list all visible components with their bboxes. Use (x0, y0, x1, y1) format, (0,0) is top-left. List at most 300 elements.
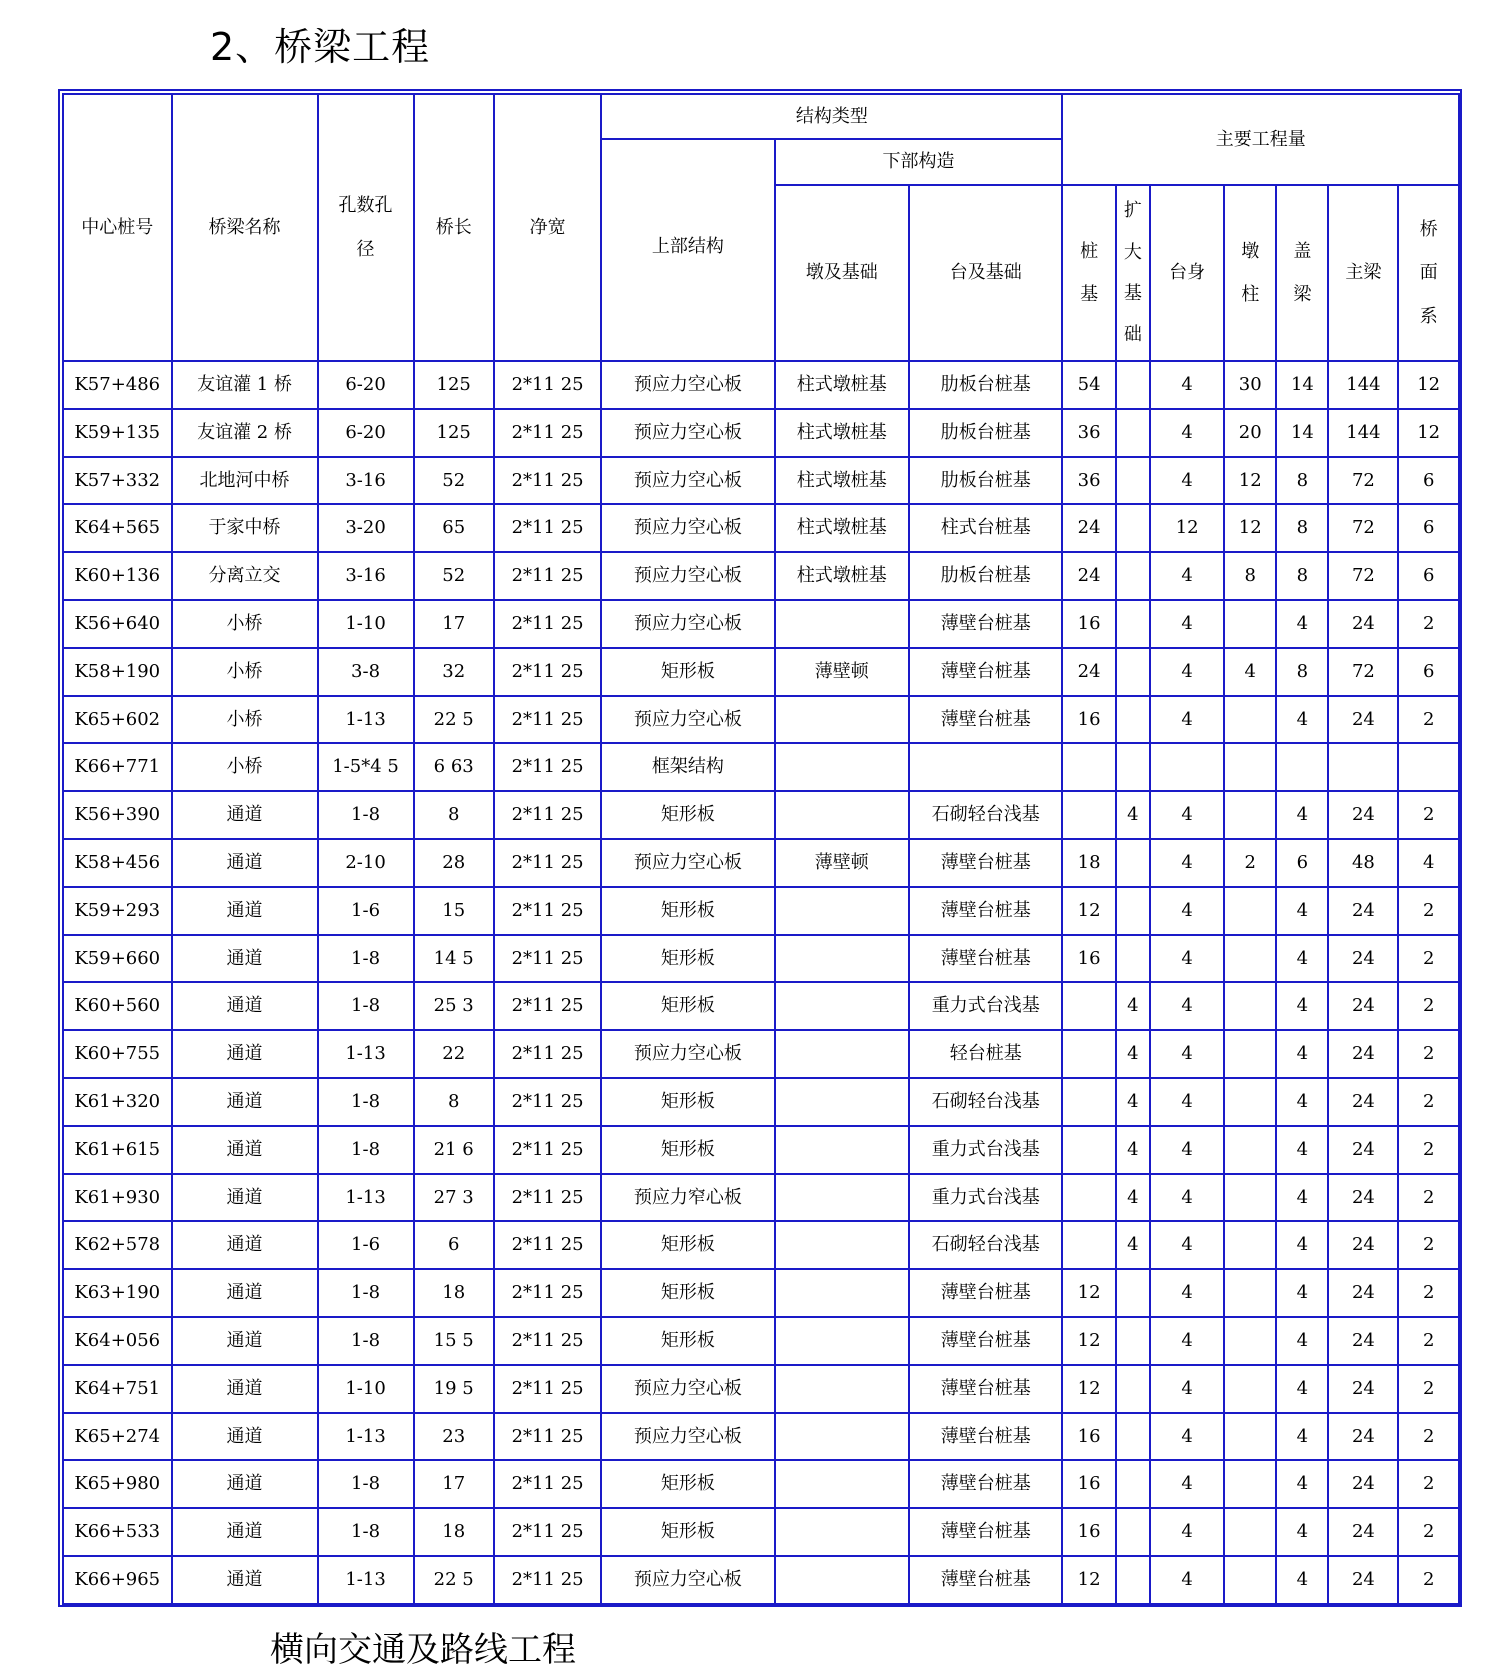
cell-pile: 36 (1062, 457, 1115, 505)
cell-center-stake: K61+615 (63, 1126, 172, 1174)
cell-center-stake: K59+293 (63, 887, 172, 935)
cell-deck-system: 2 (1398, 1460, 1459, 1508)
cell-superstructure: 预应力空心板 (601, 600, 774, 648)
cell-abutment-foundation: 薄壁台桩基 (909, 648, 1062, 696)
cell-abutment-body: 4 (1150, 552, 1224, 600)
cell-bridge-name: 通道 (172, 1221, 318, 1269)
cell-spans: 6-20 (318, 361, 414, 409)
cell-superstructure: 矩形板 (601, 1460, 774, 1508)
cell-spans: 1-6 (318, 1221, 414, 1269)
cell-deck-system: 2 (1398, 1269, 1459, 1317)
table-row (63, 1269, 1459, 1317)
header-deck-system: 桥面系 (1398, 185, 1459, 361)
cell-abutment-body: 4 (1150, 1174, 1224, 1222)
cell-abutment-body: 4 (1150, 1365, 1224, 1413)
cell-abutment-foundation: 石砌轻台浅基 (909, 1078, 1062, 1126)
cell-pier-column (1224, 1126, 1276, 1174)
cell-spread-foundation (1116, 648, 1150, 696)
cell-superstructure: 矩形板 (601, 1269, 774, 1317)
cell-net-width: 2*11 25 (494, 409, 601, 457)
cell-spans: 1-8 (318, 1508, 414, 1556)
cell-superstructure: 矩形板 (601, 648, 774, 696)
cell-deck-system: 2 (1398, 1174, 1459, 1222)
cell-net-width: 2*11 25 (494, 1460, 601, 1508)
cell-superstructure: 矩形板 (601, 887, 774, 935)
cell-pier-foundation: 柱式墩桩基 (775, 552, 910, 600)
cell-deck-system: 6 (1398, 552, 1459, 600)
cell-superstructure: 预应力窄心板 (601, 1174, 774, 1222)
cell-spread-foundation (1116, 1508, 1150, 1556)
cell-net-width: 2*11 25 (494, 1508, 601, 1556)
cell-cap-beam: 4 (1276, 791, 1328, 839)
cell-main-beam: 24 (1328, 600, 1398, 648)
header-structure-type: 结构类型 (601, 94, 1062, 139)
cell-abutment-foundation: 薄壁台桩基 (909, 600, 1062, 648)
cell-pile: 24 (1062, 504, 1115, 552)
cell-length: 15 (414, 887, 494, 935)
cell-pier-column (1224, 1460, 1276, 1508)
cell-spread-foundation (1116, 1556, 1150, 1604)
cell-cap-beam: 4 (1276, 1030, 1328, 1078)
cell-deck-system: 2 (1398, 1508, 1459, 1556)
cell-main-beam: 24 (1328, 1556, 1398, 1604)
cell-center-stake: K64+751 (63, 1365, 172, 1413)
table-row (63, 839, 1459, 887)
cell-pile (1062, 1030, 1115, 1078)
cell-spans: 1-8 (318, 1126, 414, 1174)
cell-main-beam: 24 (1328, 1030, 1398, 1078)
table-row (63, 743, 1459, 791)
cell-pier-column (1224, 1221, 1276, 1269)
cell-spread-foundation: 4 (1116, 1030, 1150, 1078)
cell-net-width: 2*11 25 (494, 887, 601, 935)
cell-spread-foundation (1116, 887, 1150, 935)
cell-cap-beam: 4 (1276, 982, 1328, 1030)
cell-pile (1062, 1078, 1115, 1126)
cell-pile: 24 (1062, 552, 1115, 600)
cell-deck-system: 12 (1398, 409, 1459, 457)
cell-superstructure: 矩形板 (601, 1317, 774, 1365)
header-pier-column: 墩柱 (1224, 185, 1276, 361)
cell-superstructure: 矩形板 (601, 1078, 774, 1126)
cell-pier-foundation (775, 1269, 910, 1317)
cell-deck-system: 2 (1398, 1221, 1459, 1269)
cell-bridge-name: 通道 (172, 1030, 318, 1078)
cell-cap-beam: 8 (1276, 648, 1328, 696)
cell-main-beam (1328, 743, 1398, 791)
cell-center-stake: K57+486 (63, 361, 172, 409)
cell-main-beam: 24 (1328, 1365, 1398, 1413)
cell-bridge-name: 通道 (172, 1556, 318, 1604)
cell-deck-system: 4 (1398, 839, 1459, 887)
cell-bridge-name: 于家中桥 (172, 504, 318, 552)
cell-main-beam: 24 (1328, 1508, 1398, 1556)
cell-center-stake: K56+390 (63, 791, 172, 839)
table-row (63, 1413, 1459, 1461)
header-main-quantities: 主要工程量 (1062, 94, 1459, 185)
cell-pier-column: 12 (1224, 504, 1276, 552)
cell-net-width: 2*11 25 (494, 1317, 601, 1365)
cell-cap-beam: 14 (1276, 409, 1328, 457)
cell-pier-foundation: 柱式墩桩基 (775, 361, 910, 409)
cell-abutment-foundation: 薄壁台桩基 (909, 1413, 1062, 1461)
next-heading-partial: 横向交通及路线工程 (270, 1630, 576, 1670)
cell-spans: 3-16 (318, 552, 414, 600)
table-row (63, 600, 1459, 648)
cell-spread-foundation: 4 (1116, 1221, 1150, 1269)
cell-spans: 1-13 (318, 1556, 414, 1604)
cell-pile: 12 (1062, 887, 1115, 935)
cell-spans: 2-10 (318, 839, 414, 887)
cell-net-width: 2*11 25 (494, 1078, 601, 1126)
cell-spread-foundation (1116, 409, 1150, 457)
cell-center-stake: K64+565 (63, 504, 172, 552)
cell-abutment-foundation: 薄壁台桩基 (909, 1365, 1062, 1413)
cell-superstructure: 预应力空心板 (601, 1413, 774, 1461)
cell-net-width: 2*11 25 (494, 600, 601, 648)
cell-superstructure: 矩形板 (601, 982, 774, 1030)
cell-deck-system: 2 (1398, 982, 1459, 1030)
cell-cap-beam: 4 (1276, 600, 1328, 648)
cell-abutment-foundation: 薄壁台桩基 (909, 1508, 1062, 1556)
table-row (63, 1460, 1459, 1508)
cell-net-width: 2*11 25 (494, 361, 601, 409)
cell-deck-system: 12 (1398, 361, 1459, 409)
cell-pile: 12 (1062, 1269, 1115, 1317)
cell-cap-beam: 4 (1276, 1365, 1328, 1413)
cell-deck-system: 2 (1398, 887, 1459, 935)
cell-spread-foundation (1116, 600, 1150, 648)
cell-cap-beam: 4 (1276, 887, 1328, 935)
cell-pile: 16 (1062, 1413, 1115, 1461)
cell-abutment-foundation: 重力式台浅基 (909, 982, 1062, 1030)
cell-net-width: 2*11 25 (494, 791, 601, 839)
cell-cap-beam: 4 (1276, 1556, 1328, 1604)
cell-abutment-foundation: 薄壁台桩基 (909, 1269, 1062, 1317)
header-main-beam: 主梁 (1328, 185, 1398, 361)
table-row (63, 791, 1459, 839)
cell-superstructure: 预应力空心板 (601, 1556, 774, 1604)
cell-deck-system: 2 (1398, 1317, 1459, 1365)
cell-abutment-body: 4 (1150, 982, 1224, 1030)
cell-bridge-name: 小桥 (172, 696, 318, 744)
cell-pier-foundation: 柱式墩桩基 (775, 504, 910, 552)
cell-bridge-name: 通道 (172, 1365, 318, 1413)
cell-spread-foundation: 4 (1116, 791, 1150, 839)
cell-pile: 16 (1062, 1508, 1115, 1556)
cell-pier-column (1224, 600, 1276, 648)
cell-pier-column (1224, 982, 1276, 1030)
cell-cap-beam: 4 (1276, 1317, 1328, 1365)
cell-pile: 12 (1062, 1365, 1115, 1413)
cell-center-stake: K64+056 (63, 1317, 172, 1365)
cell-spans: 1-10 (318, 1365, 414, 1413)
table-row (63, 457, 1459, 505)
cell-abutment-body (1150, 743, 1224, 791)
cell-abutment-foundation: 肋板台桩基 (909, 552, 1062, 600)
cell-length: 22 5 (414, 1556, 494, 1604)
cell-abutment-foundation: 薄壁台桩基 (909, 1556, 1062, 1604)
table-row (63, 1556, 1459, 1604)
cell-center-stake: K59+660 (63, 935, 172, 983)
cell-length: 8 (414, 1078, 494, 1126)
cell-main-beam: 24 (1328, 1413, 1398, 1461)
cell-abutment-body: 4 (1150, 600, 1224, 648)
cell-main-beam: 24 (1328, 1126, 1398, 1174)
cell-pier-column (1224, 1030, 1276, 1078)
cell-main-beam: 24 (1328, 1460, 1398, 1508)
cell-length: 52 (414, 457, 494, 505)
cell-main-beam: 24 (1328, 1174, 1398, 1222)
cell-pier-foundation (775, 696, 910, 744)
cell-cap-beam: 4 (1276, 696, 1328, 744)
header-net-width: 净宽 (494, 94, 601, 361)
header-abutment-foundation: 台及基础 (909, 185, 1062, 361)
cell-cap-beam: 4 (1276, 1460, 1328, 1508)
table-row (63, 648, 1459, 696)
header-spread-foundation: 扩大基础 (1116, 185, 1150, 361)
cell-abutment-body: 4 (1150, 887, 1224, 935)
cell-pier-foundation: 薄壁顿 (775, 648, 910, 696)
cell-deck-system: 2 (1398, 1556, 1459, 1604)
cell-pile: 16 (1062, 696, 1115, 744)
cell-pier-column (1224, 1078, 1276, 1126)
cell-pier-column (1224, 1365, 1276, 1413)
cell-pier-column: 2 (1224, 839, 1276, 887)
cell-pile (1062, 982, 1115, 1030)
cell-deck-system: 2 (1398, 791, 1459, 839)
cell-deck-system: 2 (1398, 600, 1459, 648)
cell-spans: 1-13 (318, 696, 414, 744)
cell-superstructure: 预应力空心板 (601, 1030, 774, 1078)
cell-length: 28 (414, 839, 494, 887)
cell-abutment-foundation: 薄壁台桩基 (909, 1460, 1062, 1508)
cell-pile: 54 (1062, 361, 1115, 409)
cell-pier-foundation (775, 935, 910, 983)
cell-cap-beam: 8 (1276, 552, 1328, 600)
cell-pier-column (1224, 1317, 1276, 1365)
cell-pier-foundation (775, 1317, 910, 1365)
cell-length: 65 (414, 504, 494, 552)
table-row (63, 1317, 1459, 1365)
cell-center-stake: K58+190 (63, 648, 172, 696)
table-row (63, 1221, 1459, 1269)
cell-spans: 1-10 (318, 600, 414, 648)
cell-abutment-body: 4 (1150, 1556, 1224, 1604)
cell-net-width: 2*11 25 (494, 504, 601, 552)
cell-superstructure: 预应力空心板 (601, 839, 774, 887)
cell-pile (1062, 743, 1115, 791)
cell-length: 125 (414, 409, 494, 457)
cell-center-stake: K62+578 (63, 1221, 172, 1269)
cell-spread-foundation (1116, 1317, 1150, 1365)
cell-pier-foundation: 薄壁顿 (775, 839, 910, 887)
cell-center-stake: K59+135 (63, 409, 172, 457)
cell-bridge-name: 通道 (172, 1508, 318, 1556)
cell-abutment-body: 4 (1150, 1030, 1224, 1078)
cell-abutment-body: 4 (1150, 791, 1224, 839)
cell-spread-foundation: 4 (1116, 982, 1150, 1030)
cell-pier-foundation (775, 743, 910, 791)
cell-pier-foundation (775, 1556, 910, 1604)
cell-superstructure: 预应力空心板 (601, 504, 774, 552)
cell-bridge-name: 通道 (172, 1078, 318, 1126)
table-row (63, 887, 1459, 935)
cell-net-width: 2*11 25 (494, 935, 601, 983)
cell-length: 8 (414, 791, 494, 839)
cell-center-stake: K61+930 (63, 1174, 172, 1222)
cell-length: 18 (414, 1508, 494, 1556)
cell-bridge-name: 通道 (172, 935, 318, 983)
cell-net-width: 2*11 25 (494, 743, 601, 791)
cell-pile: 12 (1062, 1556, 1115, 1604)
cell-center-stake: K60+560 (63, 982, 172, 1030)
cell-center-stake: K66+533 (63, 1508, 172, 1556)
cell-cap-beam: 4 (1276, 1221, 1328, 1269)
cell-bridge-name: 通道 (172, 982, 318, 1030)
cell-pier-column (1224, 1556, 1276, 1604)
header-center-stake: 中心桩号 (63, 94, 172, 361)
cell-spans: 1-8 (318, 935, 414, 983)
cell-center-stake: K61+320 (63, 1078, 172, 1126)
cell-spread-foundation (1116, 935, 1150, 983)
cell-abutment-body: 4 (1150, 457, 1224, 505)
table-row (63, 1078, 1459, 1126)
cell-spread-foundation (1116, 839, 1150, 887)
cell-cap-beam: 14 (1276, 361, 1328, 409)
cell-bridge-name: 友谊灌 1 桥 (172, 361, 318, 409)
cell-pier-column (1224, 696, 1276, 744)
table-row (63, 982, 1459, 1030)
cell-deck-system: 2 (1398, 1030, 1459, 1078)
cell-superstructure: 预应力空心板 (601, 696, 774, 744)
cell-spans: 1-5*4 5 (318, 743, 414, 791)
cell-deck-system: 2 (1398, 1126, 1459, 1174)
cell-bridge-name: 通道 (172, 1269, 318, 1317)
cell-abutment-foundation: 石砌轻台浅基 (909, 1221, 1062, 1269)
cell-spans: 1-13 (318, 1174, 414, 1222)
cell-main-beam: 24 (1328, 1221, 1398, 1269)
cell-deck-system: 6 (1398, 504, 1459, 552)
cell-abutment-body: 4 (1150, 696, 1224, 744)
cell-main-beam: 24 (1328, 1269, 1398, 1317)
cell-bridge-name: 小桥 (172, 743, 318, 791)
cell-center-stake: K56+640 (63, 600, 172, 648)
cell-length: 21 6 (414, 1126, 494, 1174)
cell-pier-foundation: 柱式墩桩基 (775, 457, 910, 505)
cell-spans: 6-20 (318, 409, 414, 457)
cell-bridge-name: 小桥 (172, 648, 318, 696)
cell-net-width: 2*11 25 (494, 1221, 601, 1269)
cell-pile (1062, 791, 1115, 839)
cell-cap-beam: 4 (1276, 1269, 1328, 1317)
page-title: 2、桥梁工程 (210, 25, 431, 69)
header-superstructure: 上部结构 (601, 139, 774, 361)
cell-pier-foundation (775, 1365, 910, 1413)
header-pier-foundation: 墩及基础 (775, 185, 910, 361)
cell-center-stake: K65+274 (63, 1413, 172, 1461)
cell-pile: 18 (1062, 839, 1115, 887)
cell-net-width: 2*11 25 (494, 1365, 601, 1413)
cell-net-width: 2*11 25 (494, 1413, 601, 1461)
cell-net-width: 2*11 25 (494, 1269, 601, 1317)
cell-center-stake: K66+965 (63, 1556, 172, 1604)
cell-cap-beam (1276, 743, 1328, 791)
cell-pile: 16 (1062, 1460, 1115, 1508)
header-substructure: 下部构造 (775, 139, 1063, 185)
cell-cap-beam: 4 (1276, 1413, 1328, 1461)
cell-main-beam: 24 (1328, 1078, 1398, 1126)
cell-net-width: 2*11 25 (494, 982, 601, 1030)
cell-net-width: 2*11 25 (494, 552, 601, 600)
cell-length: 15 5 (414, 1317, 494, 1365)
cell-spans: 1-8 (318, 982, 414, 1030)
cell-superstructure: 预应力空心板 (601, 361, 774, 409)
cell-pile: 24 (1062, 648, 1115, 696)
cell-abutment-body: 4 (1150, 1269, 1224, 1317)
cell-abutment-foundation: 轻台桩基 (909, 1030, 1062, 1078)
table-row (63, 1174, 1459, 1222)
cell-pile: 36 (1062, 409, 1115, 457)
cell-spread-foundation (1116, 504, 1150, 552)
cell-pier-column: 30 (1224, 361, 1276, 409)
cell-center-stake: K65+602 (63, 696, 172, 744)
cell-spans: 1-8 (318, 1078, 414, 1126)
table-row (63, 552, 1459, 600)
cell-abutment-body: 12 (1150, 504, 1224, 552)
cell-net-width: 2*11 25 (494, 696, 601, 744)
cell-length: 14 5 (414, 935, 494, 983)
cell-center-stake: K63+190 (63, 1269, 172, 1317)
cell-pile (1062, 1126, 1115, 1174)
cell-center-stake: K65+980 (63, 1460, 172, 1508)
cell-pier-column (1224, 791, 1276, 839)
cell-main-beam: 72 (1328, 552, 1398, 600)
cell-abutment-body: 4 (1150, 935, 1224, 983)
cell-bridge-name: 小桥 (172, 600, 318, 648)
header-cap-beam: 盖梁 (1276, 185, 1328, 361)
cell-pier-column (1224, 1174, 1276, 1222)
cell-net-width: 2*11 25 (494, 457, 601, 505)
cell-length: 22 5 (414, 696, 494, 744)
cell-length: 125 (414, 361, 494, 409)
cell-spans: 1-8 (318, 791, 414, 839)
cell-length: 17 (414, 1460, 494, 1508)
cell-cap-beam: 4 (1276, 1078, 1328, 1126)
cell-spread-foundation (1116, 1413, 1150, 1461)
cell-abutment-foundation (909, 743, 1062, 791)
bridge-table (62, 93, 1460, 1605)
cell-net-width: 2*11 25 (494, 839, 601, 887)
table-row (63, 1365, 1459, 1413)
cell-pier-foundation (775, 1030, 910, 1078)
header-bridge-name: 桥梁名称 (172, 94, 318, 361)
header-length: 桥长 (414, 94, 494, 361)
cell-spread-foundation (1116, 552, 1150, 600)
cell-length: 27 3 (414, 1174, 494, 1222)
cell-cap-beam: 4 (1276, 935, 1328, 983)
cell-net-width: 2*11 25 (494, 1556, 601, 1604)
cell-abutment-body: 4 (1150, 648, 1224, 696)
cell-net-width: 2*11 25 (494, 1174, 601, 1222)
cell-abutment-body: 4 (1150, 1317, 1224, 1365)
cell-cap-beam: 8 (1276, 504, 1328, 552)
cell-pier-foundation (775, 791, 910, 839)
cell-spread-foundation (1116, 743, 1150, 791)
cell-length: 18 (414, 1269, 494, 1317)
cell-pier-column (1224, 743, 1276, 791)
cell-spans: 3-16 (318, 457, 414, 505)
